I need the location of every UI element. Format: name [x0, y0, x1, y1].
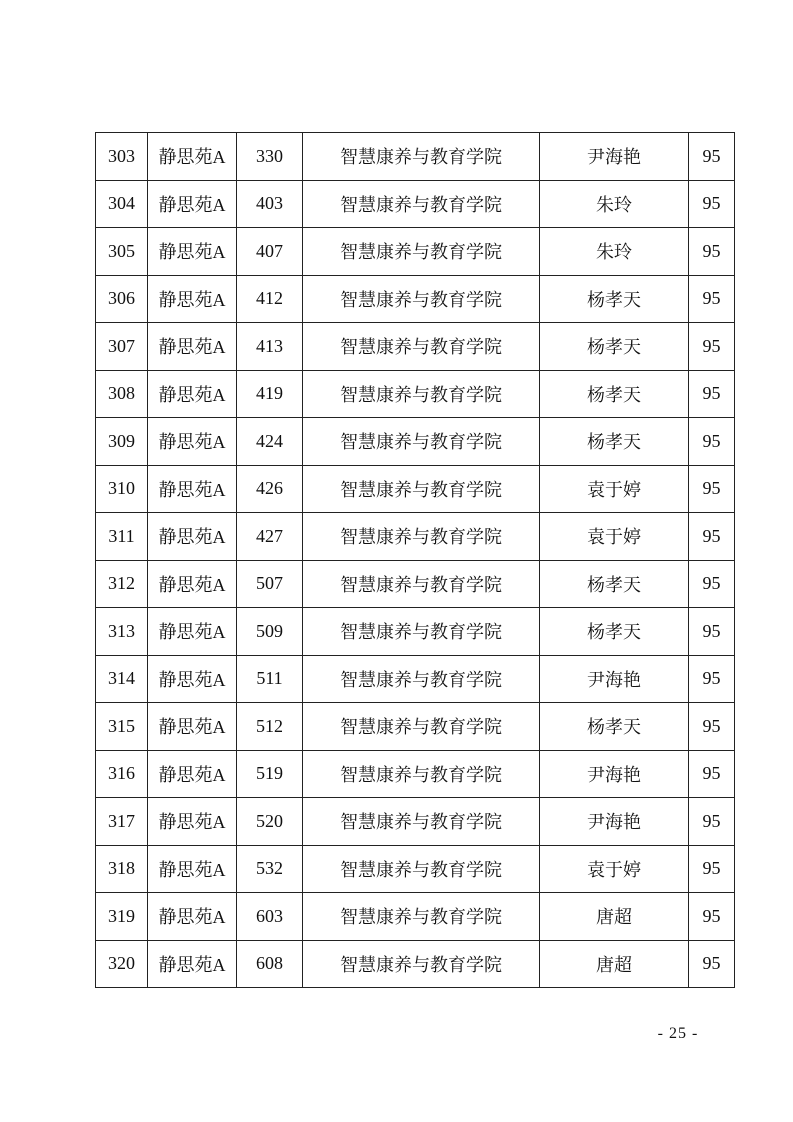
- score-cell: 95: [689, 133, 735, 181]
- table-row: [96, 180, 735, 228]
- counselor-cell: 杨孝天: [540, 323, 689, 371]
- college-cell: 智慧康养与教育学院: [303, 465, 540, 513]
- college-cell: 智慧康养与教育学院: [303, 893, 540, 941]
- counselor-cell: 杨孝天: [540, 418, 689, 466]
- counselor-cell: 尹海艳: [540, 655, 689, 703]
- counselor-cell: 尹海艳: [540, 798, 689, 846]
- row-number-cell: 311: [96, 513, 148, 561]
- table-row: [96, 940, 735, 988]
- room-cell: 419: [237, 370, 303, 418]
- college-cell: 智慧康养与教育学院: [303, 133, 540, 181]
- building-cell: 静思苑A: [148, 418, 237, 466]
- table-row: [96, 228, 735, 276]
- counselor-cell: 杨孝天: [540, 703, 689, 751]
- room-cell: 511: [237, 655, 303, 703]
- building-cell: 静思苑A: [148, 323, 237, 371]
- table-row: [96, 418, 735, 466]
- score-cell: 95: [689, 275, 735, 323]
- college-cell: 智慧康养与教育学院: [303, 750, 540, 798]
- row-number-cell: 320: [96, 940, 148, 988]
- room-cell: 424: [237, 418, 303, 466]
- room-cell: 608: [237, 940, 303, 988]
- building-cell: 静思苑A: [148, 513, 237, 561]
- building-cell: 静思苑A: [148, 703, 237, 751]
- building-cell: 静思苑A: [148, 608, 237, 656]
- counselor-cell: 杨孝天: [540, 275, 689, 323]
- building-cell: 静思苑A: [148, 228, 237, 276]
- table-row: [96, 845, 735, 893]
- row-number-cell: 308: [96, 370, 148, 418]
- score-cell: 95: [689, 845, 735, 893]
- room-cell: 407: [237, 228, 303, 276]
- table-row: [96, 513, 735, 561]
- room-cell: 427: [237, 513, 303, 561]
- building-cell: 静思苑A: [148, 798, 237, 846]
- room-cell: 509: [237, 608, 303, 656]
- score-cell: 95: [689, 655, 735, 703]
- counselor-cell: 杨孝天: [540, 560, 689, 608]
- room-cell: 412: [237, 275, 303, 323]
- building-cell: 静思苑A: [148, 275, 237, 323]
- counselor-cell: 尹海艳: [540, 133, 689, 181]
- table-row: [96, 133, 735, 181]
- table-row: [96, 560, 735, 608]
- row-number-cell: 319: [96, 893, 148, 941]
- row-number-cell: 309: [96, 418, 148, 466]
- building-cell: 静思苑A: [148, 750, 237, 798]
- table-row: [96, 370, 735, 418]
- table-row: [96, 275, 735, 323]
- room-cell: 603: [237, 893, 303, 941]
- college-cell: 智慧康养与教育学院: [303, 228, 540, 276]
- college-cell: 智慧康养与教育学院: [303, 703, 540, 751]
- score-cell: 95: [689, 560, 735, 608]
- table-row: [96, 798, 735, 846]
- building-cell: 静思苑A: [148, 465, 237, 513]
- building-cell: 静思苑A: [148, 370, 237, 418]
- counselor-cell: 朱玲: [540, 180, 689, 228]
- college-cell: 智慧康养与教育学院: [303, 940, 540, 988]
- counselor-cell: 唐超: [540, 940, 689, 988]
- counselor-cell: 朱玲: [540, 228, 689, 276]
- table-row: [96, 893, 735, 941]
- building-cell: 静思苑A: [148, 180, 237, 228]
- score-cell: 95: [689, 323, 735, 371]
- row-number-cell: 314: [96, 655, 148, 703]
- table-row: [96, 655, 735, 703]
- room-cell: 403: [237, 180, 303, 228]
- score-cell: 95: [689, 893, 735, 941]
- counselor-cell: 袁于婷: [540, 513, 689, 561]
- row-number-cell: 303: [96, 133, 148, 181]
- score-cell: 95: [689, 940, 735, 988]
- building-cell: 静思苑A: [148, 845, 237, 893]
- counselor-cell: 袁于婷: [540, 465, 689, 513]
- room-cell: 520: [237, 798, 303, 846]
- row-number-cell: 317: [96, 798, 148, 846]
- row-number-cell: 304: [96, 180, 148, 228]
- counselor-cell: 杨孝天: [540, 608, 689, 656]
- table-row: [96, 703, 735, 751]
- room-cell: 519: [237, 750, 303, 798]
- table-row: [96, 608, 735, 656]
- building-cell: 静思苑A: [148, 133, 237, 181]
- score-cell: 95: [689, 750, 735, 798]
- building-cell: 静思苑A: [148, 560, 237, 608]
- score-cell: 95: [689, 180, 735, 228]
- college-cell: 智慧康养与教育学院: [303, 323, 540, 371]
- counselor-cell: 袁于婷: [540, 845, 689, 893]
- table-row: [96, 750, 735, 798]
- room-cell: 512: [237, 703, 303, 751]
- building-cell: 静思苑A: [148, 655, 237, 703]
- college-cell: 智慧康养与教育学院: [303, 418, 540, 466]
- dormitory-score-table: [95, 132, 735, 988]
- college-cell: 智慧康养与教育学院: [303, 275, 540, 323]
- table-body: [96, 133, 735, 988]
- row-number-cell: 307: [96, 323, 148, 371]
- room-cell: 413: [237, 323, 303, 371]
- building-cell: 静思苑A: [148, 893, 237, 941]
- page-number: - 25 -: [657, 1025, 699, 1042]
- building-cell: 静思苑A: [148, 940, 237, 988]
- score-cell: 95: [689, 513, 735, 561]
- score-cell: 95: [689, 703, 735, 751]
- row-number-cell: 310: [96, 465, 148, 513]
- counselor-cell: 尹海艳: [540, 750, 689, 798]
- row-number-cell: 316: [96, 750, 148, 798]
- room-cell: 426: [237, 465, 303, 513]
- college-cell: 智慧康养与教育学院: [303, 370, 540, 418]
- row-number-cell: 318: [96, 845, 148, 893]
- score-cell: 95: [689, 608, 735, 656]
- room-cell: 507: [237, 560, 303, 608]
- row-number-cell: 312: [96, 560, 148, 608]
- college-cell: 智慧康养与教育学院: [303, 180, 540, 228]
- college-cell: 智慧康养与教育学院: [303, 655, 540, 703]
- room-cell: 330: [237, 133, 303, 181]
- score-cell: 95: [689, 798, 735, 846]
- counselor-cell: 唐超: [540, 893, 689, 941]
- score-cell: 95: [689, 370, 735, 418]
- counselor-cell: 杨孝天: [540, 370, 689, 418]
- college-cell: 智慧康养与教育学院: [303, 513, 540, 561]
- college-cell: 智慧康养与教育学院: [303, 845, 540, 893]
- row-number-cell: 306: [96, 275, 148, 323]
- score-cell: 95: [689, 228, 735, 276]
- table-row: [96, 323, 735, 371]
- score-cell: 95: [689, 465, 735, 513]
- row-number-cell: 313: [96, 608, 148, 656]
- row-number-cell: 305: [96, 228, 148, 276]
- college-cell: 智慧康养与教育学院: [303, 560, 540, 608]
- table-row: [96, 465, 735, 513]
- score-cell: 95: [689, 418, 735, 466]
- room-cell: 532: [237, 845, 303, 893]
- row-number-cell: 315: [96, 703, 148, 751]
- college-cell: 智慧康养与教育学院: [303, 798, 540, 846]
- college-cell: 智慧康养与教育学院: [303, 608, 540, 656]
